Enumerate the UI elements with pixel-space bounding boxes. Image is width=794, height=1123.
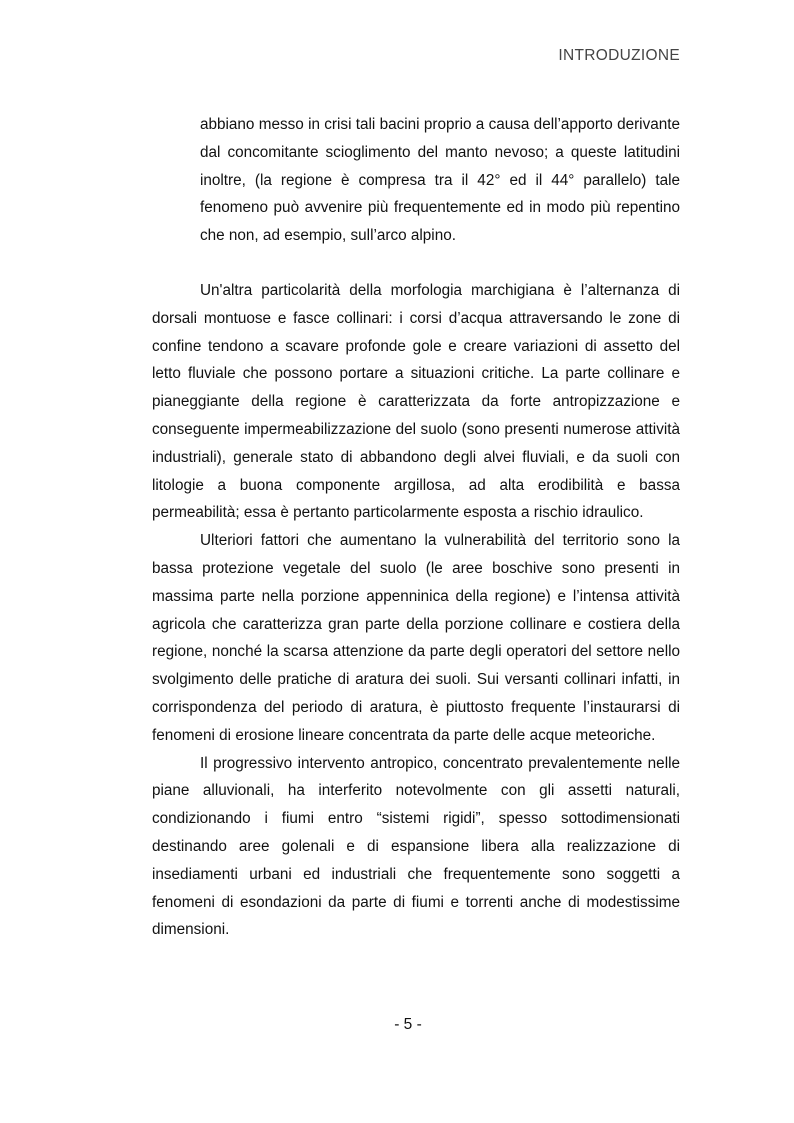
indented-quote-paragraph: abbiano messo in crisi tali bacini proprio a causa dell’apporto derivante dal concomitante scioglimento del manto nevoso; a queste latitudini inoltre, (la regione è compresa tra il 42° ed il 44° parallelo) tale fenomeno può avvenire più frequentemente ed in modo più repentino che non, ad esempio, sull’arco alpino. xyxy=(200,116,680,245)
paragraph-vulnerability: Ulteriori fattori che aumentano la vulnerabilità del territorio sono la bassa protezione vegetale del suolo (le aree boschive sono presenti in massima parte nella porzione appenninica della regione) e l’intensa attività agricola che caratterizza gran parte della porzione collinare e costiera della regione, nonché la scarsa attenzione da parte degli operatori del settore nello svolgimento delle pratiche di aratura dei suoli. Sui versanti collinari infatti, in corrispondenza del periodo di aratura, è piuttosto frequente l’instaurarsi di fenomeni di erosione lineare concentrata da parte delle acque meteoriche. xyxy=(152,532,680,744)
running-header: INTRODUZIONE xyxy=(558,47,680,64)
page-number: - 5 - xyxy=(394,1016,422,1033)
paragraph-morphology: Un'altra particolarità della morfologia marchigiana è l’alternanza di dorsali montuose e fasce collinari: i corsi d’acqua attraversando le zone di confine tendono a scavare profonde gole e creare variazioni di assetto del letto fluviale che possono portare a situazioni critiche. La parte collinare e pianeggiante della regione è caratterizzata da forte antropizzazione e conseguente impermeabilizzazione del suolo (sono presenti numerose attività industriali), generale stato di abbandono degli alvei fluviali, e da suoli con litologie a buona componente argillosa, ad alta erodibilità e bassa permeabilità; essa è pertanto particolarmente esposta a rischio idraulico. xyxy=(152,281,680,522)
paragraph-anthropic-intervention: Il progressivo intervento antropico, concentrato prevalentemente nelle piane alluvionali, ha interferito notevolmente con gli assetti naturali, condizionando i fiumi entro “sistemi rigidi”, spesso sottodimensionati destinando aree golenali e di espansione libera alla realizzazione di insediamenti urbani ed industriali che frequentemente sono soggetti a fenomeni di esondazioni da parte di fiumi e torrenti anche di modestissime dimensioni. xyxy=(152,754,680,939)
page-content xyxy=(152,111,680,944)
